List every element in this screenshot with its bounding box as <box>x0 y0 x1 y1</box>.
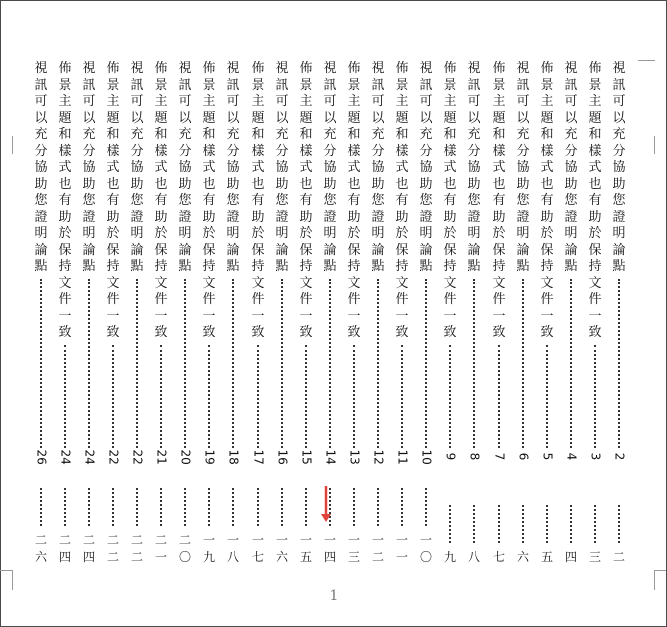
dot-leader <box>329 279 331 448</box>
alt-page-numeral: 八 <box>467 550 480 564</box>
toc-entry[interactable] <box>467 62 481 463</box>
dot-leader <box>64 345 66 448</box>
crop-mark-top-right-v <box>654 136 655 154</box>
alt-page-numeral: 一 <box>251 533 264 547</box>
alt-page-numeral: 二 <box>371 550 384 564</box>
toc-entry-alt <box>516 505 530 566</box>
toc-entry-title: 佈 景 主 題 和 樣 式 也 有 助 於 保 持 文 件 一 致 <box>299 61 313 340</box>
toc-entry-alt <box>612 505 626 566</box>
toc-entry[interactable] <box>178 62 192 463</box>
toc-page-number: 5 <box>540 452 555 460</box>
alt-page-numeral: 一 <box>419 533 432 547</box>
alt-page-numeral: 二 <box>130 550 143 564</box>
alt-page-numeral: 七 <box>492 550 505 564</box>
toc-entry-alt <box>226 488 240 566</box>
alt-page-numeral: 五 <box>299 550 312 564</box>
dot-leader <box>184 279 186 448</box>
toc-page-number: 11 <box>395 449 410 465</box>
alt-page-numeral: 九 <box>202 550 215 564</box>
dot-leader <box>40 279 42 448</box>
toc-entry-title: 佈 景 主 題 和 樣 式 也 有 助 於 保 持 文 件 一 致 <box>443 61 457 340</box>
alt-page-numeral: 七 <box>251 550 264 564</box>
toc-page-number: 26 <box>34 449 49 465</box>
alt-page-numeral: 六 <box>516 550 529 564</box>
toc-entry-alt <box>154 488 168 566</box>
crop-mark-bottom-left-v <box>12 570 13 590</box>
alt-page-numeral: 一 <box>395 550 408 564</box>
toc-page-number: 22 <box>106 449 121 465</box>
toc-entry-title: 佈 景 主 題 和 樣 式 也 有 助 於 保 持 文 件 一 致 <box>395 61 409 340</box>
dot-leader <box>88 279 90 448</box>
dot-leader <box>305 345 307 448</box>
toc-entry-alt <box>82 488 96 566</box>
alt-page-numeral: 一 <box>275 533 288 547</box>
toc-entry[interactable] <box>251 62 265 463</box>
alt-page-numeral: 〇 <box>178 550 191 564</box>
page-number: 1 <box>329 588 339 604</box>
toc-entry-title: 視 訊 可 以 充 分 協 助 您 證 明 論 點 <box>564 61 578 274</box>
toc-entry-alt <box>106 488 120 566</box>
toc-page-number: 8 <box>467 452 482 460</box>
dot-leader <box>473 279 475 448</box>
toc-entry[interactable] <box>82 62 96 463</box>
dot-leader <box>257 345 259 448</box>
toc-page-number: 7 <box>492 452 507 460</box>
dot-leader <box>208 345 210 448</box>
toc-entry-alt <box>540 505 554 566</box>
alt-page-numeral: 二 <box>154 533 167 547</box>
alt-page-numeral: 一 <box>202 533 215 547</box>
toc-entry-title: 視 訊 可 以 充 分 協 助 您 證 明 論 點 <box>34 61 48 274</box>
alt-page-numeral: 三 <box>588 550 601 564</box>
alt-page-numeral: 二 <box>58 533 71 547</box>
toc-entry-title: 視 訊 可 以 充 分 協 助 您 證 明 論 點 <box>82 61 96 274</box>
alt-dot-leader <box>136 488 138 526</box>
toc-entry[interactable] <box>34 62 48 463</box>
alt-dot-leader <box>425 488 427 526</box>
toc-page-number: 6 <box>516 452 531 460</box>
alt-dot-leader <box>594 505 596 543</box>
alt-page-numeral: 二 <box>178 533 191 547</box>
toc-entry[interactable] <box>443 62 457 463</box>
alt-dot-leader <box>377 488 379 526</box>
toc-page-number: 16 <box>275 449 290 465</box>
dot-leader <box>232 279 234 448</box>
toc-entry[interactable] <box>226 62 240 463</box>
toc-entry[interactable] <box>395 62 409 463</box>
toc-page-number: 17 <box>251 449 266 465</box>
toc-entry-title: 佈 景 主 題 和 樣 式 也 有 助 於 保 持 文 件 一 致 <box>106 61 120 340</box>
toc-entry-alt <box>34 488 48 566</box>
toc-page-number: 24 <box>82 449 97 465</box>
toc-entry[interactable] <box>564 62 578 463</box>
down-arrow-icon <box>318 484 334 526</box>
alt-dot-leader <box>522 505 524 543</box>
alt-dot-leader <box>618 505 620 543</box>
alt-page-numeral: 〇 <box>419 550 432 564</box>
alt-dot-leader <box>184 488 186 526</box>
alt-dot-leader <box>570 505 572 543</box>
dot-leader <box>618 279 620 448</box>
alt-dot-leader <box>498 505 500 543</box>
toc-entry[interactable] <box>492 62 506 463</box>
toc-entry-alt <box>347 488 361 566</box>
toc-page-number: 19 <box>202 449 217 465</box>
toc-entry-alt <box>130 488 144 566</box>
dot-leader <box>522 279 524 448</box>
alt-dot-leader <box>232 488 234 526</box>
toc-entry-title: 佈 景 主 題 和 樣 式 也 有 助 於 保 持 文 件 一 致 <box>588 61 602 340</box>
alt-page-numeral: 一 <box>347 533 360 547</box>
toc-page-number: 10 <box>419 449 434 465</box>
toc-page-number: 14 <box>323 449 338 465</box>
toc-entry-title: 視 訊 可 以 充 分 協 助 您 證 明 論 點 <box>419 61 433 274</box>
toc-entry-alt <box>492 505 506 566</box>
toc-entry-alt <box>178 488 192 566</box>
toc-entry[interactable] <box>106 62 120 463</box>
toc-entry-title: 視 訊 可 以 充 分 協 助 您 證 明 論 點 <box>178 61 192 274</box>
toc-entry[interactable] <box>347 62 361 463</box>
alt-page-numeral: 六 <box>34 550 47 564</box>
alt-dot-leader <box>208 488 210 526</box>
toc-page-number: 4 <box>564 452 579 460</box>
alt-page-numeral: 四 <box>564 550 577 564</box>
dot-leader <box>353 345 355 448</box>
alt-page-numeral: 五 <box>540 550 553 564</box>
toc-entry-title: 視 訊 可 以 充 分 協 助 您 證 明 論 點 <box>612 61 626 274</box>
toc-entry-title: 佈 景 主 題 和 樣 式 也 有 助 於 保 持 文 件 一 致 <box>202 61 216 340</box>
toc-page-number: 13 <box>347 449 362 465</box>
dot-leader <box>401 345 403 448</box>
alt-page-numeral: 八 <box>226 550 239 564</box>
alt-dot-leader <box>281 488 283 526</box>
dot-leader <box>377 279 379 448</box>
toc-entry-alt <box>58 488 72 566</box>
toc-entry-alt <box>419 488 433 566</box>
toc-entry-alt <box>443 505 457 566</box>
alt-dot-leader <box>160 488 162 526</box>
alt-dot-leader <box>112 488 114 526</box>
dot-leader <box>449 345 451 448</box>
alt-dot-leader <box>401 488 403 526</box>
toc-entry-title: 視 訊 可 以 充 分 協 助 您 證 明 論 點 <box>130 61 144 274</box>
alt-dot-leader <box>546 505 548 543</box>
dot-leader <box>281 279 283 448</box>
toc-entry-title: 佈 景 主 題 和 樣 式 也 有 助 於 保 持 文 件 一 致 <box>154 61 168 340</box>
toc-entry-title: 視 訊 可 以 充 分 協 助 您 證 明 論 點 <box>516 61 530 274</box>
toc-entry-alt <box>588 505 602 566</box>
toc-page-number: 3 <box>588 452 603 460</box>
toc-page-number: 20 <box>178 449 193 465</box>
toc-entry-alt <box>395 488 409 566</box>
crop-mark-top-left-v <box>12 136 13 154</box>
toc-entry-title: 視 訊 可 以 充 分 協 助 您 證 明 論 點 <box>371 61 385 274</box>
alt-page-numeral: 一 <box>226 533 239 547</box>
toc-entry[interactable] <box>540 62 554 463</box>
toc-entry-title: 佈 景 主 題 和 樣 式 也 有 助 於 保 持 文 件 一 致 <box>251 61 265 340</box>
toc-entry-alt <box>564 505 578 566</box>
crop-mark-bottom-right-h <box>654 570 666 571</box>
toc-entry[interactable] <box>275 62 289 463</box>
alt-page-numeral: 二 <box>106 550 119 564</box>
alt-page-numeral: 二 <box>82 533 95 547</box>
toc-page-number: 21 <box>154 449 169 465</box>
alt-page-numeral: 一 <box>395 533 408 547</box>
alt-dot-leader <box>88 488 90 526</box>
toc-page-number: 12 <box>371 449 386 465</box>
toc-entry[interactable] <box>58 62 72 463</box>
toc-entry-title: 佈 景 主 題 和 樣 式 也 有 助 於 保 持 文 件 一 致 <box>492 61 506 340</box>
alt-page-numeral: 二 <box>612 550 625 564</box>
crop-mark-top-right-h <box>638 60 655 61</box>
alt-page-numeral: 二 <box>34 533 47 547</box>
alt-dot-leader <box>305 488 307 526</box>
alt-page-numeral: 一 <box>299 533 312 547</box>
alt-dot-leader <box>353 488 355 526</box>
toc-entry[interactable] <box>130 62 144 463</box>
dot-leader <box>546 345 548 448</box>
alt-dot-leader <box>40 488 42 526</box>
toc-entry-title: 視 訊 可 以 充 分 協 助 您 證 明 論 點 <box>467 61 481 274</box>
toc-entry-alt <box>467 505 481 566</box>
alt-dot-leader <box>257 488 259 526</box>
alt-dot-leader <box>449 505 451 543</box>
toc-entry-alt <box>202 488 216 566</box>
toc-entry-title: 佈 景 主 題 和 樣 式 也 有 助 於 保 持 文 件 一 致 <box>540 61 554 340</box>
alt-page-numeral: 三 <box>347 550 360 564</box>
alt-page-numeral: 四 <box>82 550 95 564</box>
alt-page-numeral: 四 <box>58 550 71 564</box>
crop-mark-bottom-left-h <box>0 570 12 571</box>
toc-entry[interactable] <box>299 62 313 463</box>
toc-entry[interactable] <box>516 62 530 463</box>
toc-entry-alt <box>299 488 313 566</box>
toc-entry-alt <box>251 488 265 566</box>
dot-leader <box>160 345 162 448</box>
alt-dot-leader <box>64 488 66 526</box>
dot-leader <box>425 279 427 448</box>
crop-mark-bottom-right-v <box>654 570 655 590</box>
alt-page-numeral: 二 <box>130 533 143 547</box>
alt-page-numeral: 一 <box>323 533 336 547</box>
toc-entry-title: 佈 景 主 題 和 樣 式 也 有 助 於 保 持 文 件 一 致 <box>347 61 361 340</box>
toc-entry-title: 佈 景 主 題 和 樣 式 也 有 助 於 保 持 文 件 一 致 <box>58 61 72 340</box>
alt-page-numeral: 二 <box>106 533 119 547</box>
alt-dot-leader <box>473 505 475 543</box>
dot-leader <box>112 345 114 448</box>
toc-page-number: 9 <box>443 452 458 460</box>
toc-page-number: 24 <box>58 449 73 465</box>
dot-leader <box>136 279 138 448</box>
toc-entry[interactable] <box>202 62 216 463</box>
alt-page-numeral: 一 <box>154 550 167 564</box>
toc-entry[interactable] <box>323 62 337 463</box>
toc-entry-title: 視 訊 可 以 充 分 協 助 您 證 明 論 點 <box>323 61 337 274</box>
alt-page-numeral: 一 <box>371 533 384 547</box>
toc-page-number: 15 <box>299 449 314 465</box>
toc-page-number: 22 <box>130 449 145 465</box>
toc-entry-title: 視 訊 可 以 充 分 協 助 您 證 明 論 點 <box>275 61 289 274</box>
toc-entry[interactable] <box>371 62 385 463</box>
toc-entry[interactable] <box>612 62 626 463</box>
toc-page-number: 18 <box>226 449 241 465</box>
alt-page-numeral: 四 <box>323 550 336 564</box>
dot-leader <box>594 345 596 448</box>
dot-leader <box>570 279 572 448</box>
alt-page-numeral: 六 <box>275 550 288 564</box>
toc-entry[interactable] <box>588 62 602 463</box>
toc-entry-alt <box>371 488 385 566</box>
alt-page-numeral: 九 <box>443 550 456 564</box>
toc-page-number: 2 <box>612 452 627 460</box>
toc-entry-title: 視 訊 可 以 充 分 協 助 您 證 明 論 點 <box>226 61 240 274</box>
toc-entry[interactable] <box>154 62 168 463</box>
toc-entry[interactable] <box>419 62 433 463</box>
toc-entry-alt <box>275 488 289 566</box>
dot-leader <box>498 345 500 448</box>
